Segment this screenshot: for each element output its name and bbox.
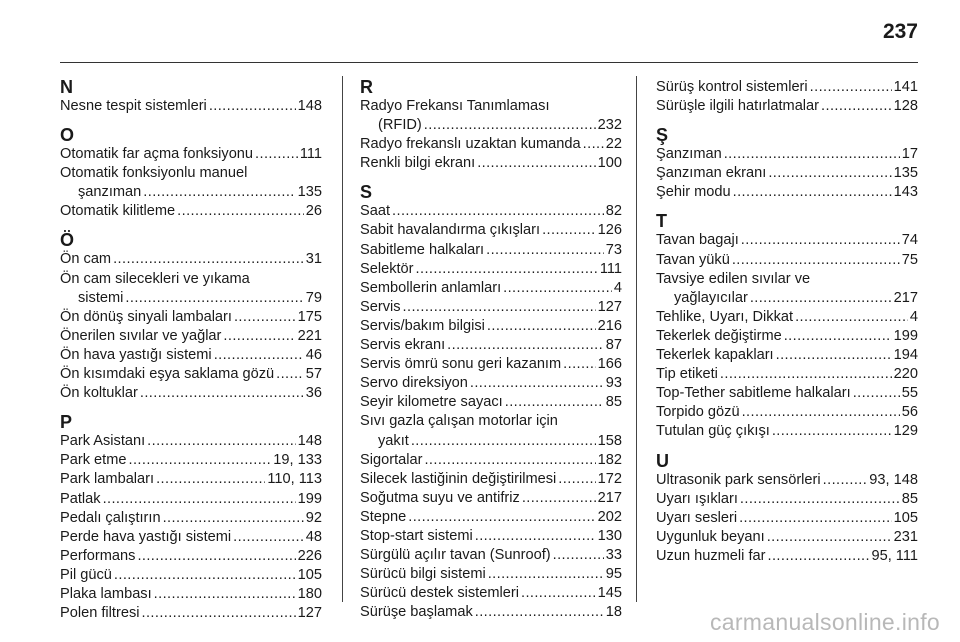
dot-leader: [411, 432, 596, 451]
index-entry-label: Uzun huzmeli far: [656, 547, 766, 564]
dot-leader: [276, 365, 304, 384]
index-column-3: [656, 78, 918, 566]
dot-leader: [739, 509, 892, 528]
dot-leader: [741, 231, 900, 250]
index-entry: [60, 250, 322, 269]
dot-leader: [795, 308, 908, 327]
index-entry-page: 105: [893, 509, 918, 526]
index-entry-page: 231: [893, 528, 918, 545]
index-entry: [656, 327, 918, 346]
index-entry-label: Ön cam silecekleri ve yıkama: [60, 270, 250, 287]
dot-leader: [233, 528, 304, 547]
index-entry: [656, 97, 918, 116]
index-entry-page: 130: [597, 527, 622, 544]
index-entry-page: 57: [305, 366, 322, 383]
index-entry: [360, 508, 622, 527]
dot-leader: [720, 365, 892, 384]
index-entry-page: 56: [901, 404, 918, 421]
index-entry-page: 19, 133: [273, 452, 322, 469]
index-column-2: [360, 78, 622, 622]
index-entry-page: 145: [597, 585, 622, 602]
index-entry-label: Uygunluk beyanı: [656, 528, 765, 545]
index-entry: [360, 202, 622, 221]
dot-leader: [583, 135, 604, 154]
index-entry-label: Şanzıman ekranı: [656, 165, 767, 182]
index-entry-label: Otomatik kilitleme: [60, 203, 176, 220]
index-entry: [360, 298, 622, 317]
dot-leader: [156, 470, 265, 489]
index-entry-page: 93, 148: [869, 471, 918, 488]
index-entry-page: 74: [901, 232, 918, 249]
dot-leader: [142, 604, 296, 623]
index-entry: [360, 355, 622, 374]
dot-leader: [163, 509, 304, 528]
index-entry-page: 73: [605, 241, 622, 258]
index-entry-label: Sürüş kontrol sistemleri: [656, 79, 808, 95]
dot-leader: [113, 250, 304, 269]
index-entry-label: Servis ekranı: [360, 337, 446, 354]
index-entry-page: 128: [893, 98, 918, 115]
index-entry-page: 111: [299, 146, 322, 163]
index-entry: [60, 451, 322, 470]
dot-leader: [140, 384, 304, 403]
index-entry-page: 220: [893, 366, 918, 383]
index-entry: [60, 566, 322, 585]
index-entry-label: Ön cam: [60, 251, 112, 268]
index-entry-page: 129: [893, 423, 918, 440]
index-entry: [656, 403, 918, 422]
dot-leader: [563, 355, 595, 374]
index-entry-page: 232: [597, 117, 622, 134]
index-entry-label: Performans: [60, 547, 136, 564]
index-section: [656, 452, 918, 566]
dot-leader: [558, 470, 595, 489]
index-entry: [360, 393, 622, 412]
index-entry-page: 217: [597, 489, 622, 506]
index-entry: [656, 471, 918, 490]
index-entry-label: Servis ömrü sonu geri kazanım: [360, 356, 562, 373]
index-entry-page: 127: [297, 605, 322, 622]
index-entry-page: 4: [909, 308, 918, 325]
dot-leader: [505, 393, 604, 412]
index-entry-label: Sürücü bilgi sistemi: [360, 566, 486, 583]
index-entry-page: 216: [597, 317, 622, 334]
index-entry-page: 158: [597, 432, 622, 449]
index-entry-page: 202: [597, 508, 622, 525]
dot-leader: [447, 336, 604, 355]
index-entry: [60, 346, 322, 365]
index-entry-page: 55: [901, 385, 918, 402]
index-entry-page: 135: [893, 165, 918, 182]
index-entry-page: 48: [305, 528, 322, 545]
index-entry-label: Şanzıman: [656, 146, 722, 163]
index-entry-label: Tip etiketi: [656, 366, 718, 383]
index-entry-page: 85: [901, 490, 918, 507]
index-entry-continuation: yakıt: [378, 432, 409, 449]
index-entry-label: Sürgülü açılır tavan (Sunroof): [360, 547, 551, 564]
index-entry-label: Tekerlek değiştirme: [656, 327, 782, 344]
index-entry-label: Sürüşe başlamak: [360, 604, 473, 621]
index-entry: [656, 251, 918, 270]
index-entry-page: 26: [305, 203, 322, 220]
index-entry-page: 17: [901, 146, 918, 163]
index-entry: [656, 164, 918, 183]
dot-leader: [475, 603, 604, 622]
index-entry-page: 143: [893, 184, 918, 201]
index-entry-label: Tutulan güç çıkışı: [656, 423, 770, 440]
index-entry-label: Park Asistanı: [60, 433, 146, 450]
index-entry-label: Park etme: [60, 452, 127, 469]
index-entry: [60, 384, 322, 403]
index-entry-page: 111: [599, 260, 622, 277]
column-divider: [636, 76, 637, 602]
index-entry: [360, 336, 622, 355]
index-entry-page: 172: [597, 470, 622, 487]
dot-leader: [424, 451, 595, 470]
index-entry: [60, 470, 322, 489]
index-entry: [656, 490, 918, 509]
dot-leader: [810, 78, 892, 97]
section-letter: T: [656, 211, 667, 232]
index-entry-label: Sabitleme halkaları: [360, 241, 485, 258]
index-section: [656, 126, 918, 202]
index-entry-page: 217: [893, 289, 918, 306]
index-entry: [656, 145, 918, 164]
index-entry-page: 36: [305, 385, 322, 402]
index-entry-page: 194: [893, 347, 918, 364]
index-entry: [60, 365, 322, 384]
index-entry-page: 22: [605, 136, 622, 153]
index-entry: [60, 289, 322, 308]
dot-leader: [503, 279, 612, 298]
index-entry-label: Stepne: [360, 508, 407, 525]
dot-leader: [768, 164, 891, 183]
index-entry-label: Nesne tespit sistemleri: [60, 98, 207, 114]
section-letter: Ö: [60, 230, 75, 251]
index-entry-page: 4: [613, 279, 622, 296]
index-entry-page: 110, 113: [267, 471, 322, 488]
index-section: [360, 183, 622, 622]
dot-leader: [403, 298, 596, 317]
index-entry: [656, 346, 918, 365]
index-entry: [360, 584, 622, 603]
index-entry-continuation: sistemi: [78, 289, 124, 306]
index-entry-label: Top-Tether sabitleme halkaları: [656, 385, 851, 402]
dot-leader: [137, 547, 295, 566]
index-entry-label: Plaka lambası: [60, 585, 152, 602]
index-entry: [360, 135, 622, 154]
page-number: 237: [882, 20, 918, 43]
index-column-1: [60, 78, 322, 623]
index-section: [60, 126, 322, 221]
index-entry-page: 82: [605, 203, 622, 220]
dot-leader: [522, 489, 596, 508]
index-entry-page: 100: [597, 155, 622, 172]
index-entry-continuation: (RFID): [378, 117, 422, 134]
index-entry-page: 18: [605, 604, 622, 621]
index-entry: [360, 489, 622, 508]
dot-leader: [154, 585, 296, 604]
index-entry: [656, 308, 918, 327]
dot-leader: [823, 471, 868, 490]
index-entry-page: 105: [297, 566, 322, 583]
index-entry: [656, 547, 918, 566]
section-letter: R: [360, 77, 373, 97]
index-entry-label: Sabit havalandırma çıkışları: [360, 222, 541, 239]
index-entry-label: Ultrasonik park sensörleri: [656, 471, 821, 488]
index-entry-label: Tavan bagajı: [656, 232, 739, 249]
index-entry-label: Pil gücü: [60, 566, 112, 583]
index-section: [60, 413, 322, 623]
index-entry-label: Perde hava yastığı sistemi: [60, 528, 232, 545]
index-entry-label: Şehir modu: [656, 184, 731, 201]
index-entry-label: Servis: [360, 298, 401, 315]
dot-leader: [177, 202, 304, 221]
section-letter: S: [360, 182, 373, 203]
index-entry-page: 226: [297, 547, 322, 564]
dot-leader: [724, 145, 900, 164]
watermark: carmanualsonline.info: [709, 609, 940, 635]
index-entry: [60, 202, 322, 221]
index-entry: [656, 231, 918, 250]
index-entry: [360, 470, 622, 489]
index-entry-label: Ön hava yastığı sistemi: [60, 346, 212, 363]
index-entry-label: Saat: [360, 203, 391, 220]
index-entry: [360, 565, 622, 584]
section-letter: Ş: [656, 125, 669, 146]
dot-leader: [521, 584, 596, 603]
index-entry: [60, 183, 322, 202]
index-entry: [360, 451, 622, 470]
dot-leader: [821, 97, 892, 116]
index-entry: [360, 603, 622, 622]
dot-leader: [392, 202, 604, 221]
index-entry: [60, 308, 322, 327]
section-letter: U: [656, 450, 669, 471]
dot-leader: [408, 508, 595, 527]
index-entry-page: 93: [605, 375, 622, 392]
dot-leader: [223, 327, 295, 346]
index-entry: [60, 490, 322, 509]
index-entry-label: Önerilen sıvılar ve yağlar: [60, 327, 222, 344]
index-entry: [60, 97, 322, 116]
index-entry-label: Stop-start sistemi: [360, 527, 473, 544]
section-letter: O: [60, 125, 75, 146]
index-entry-label: Silecek lastiğinin değiştirilmesi: [360, 470, 557, 487]
column-divider: [342, 76, 343, 602]
dot-leader: [767, 528, 892, 547]
dot-leader: [114, 566, 296, 585]
index-entry-label: Tavan yükü: [656, 251, 730, 268]
index-entry: [656, 78, 918, 97]
index-entry-page: 87: [605, 337, 622, 354]
dot-leader: [147, 432, 295, 451]
index-entry-page: 79: [305, 289, 322, 306]
index-entry-page: 127: [597, 298, 622, 315]
index-entry-label: Seyir kilometre sayacı: [360, 394, 503, 411]
index-entry-continuation: yağlayıcılar: [674, 289, 748, 306]
index-entry-label: Selektör: [360, 260, 414, 277]
index-entry-label: Sürücü destek sistemleri: [360, 585, 519, 602]
index-entry-page: 175: [297, 308, 322, 325]
index-entry-label: Sıvı gazla çalışan motorlar için: [360, 413, 558, 430]
index-entry: [360, 260, 622, 279]
dot-leader: [487, 317, 596, 336]
dot-leader: [129, 451, 272, 470]
index-entry-page: 166: [597, 356, 622, 373]
index-entry: [656, 183, 918, 202]
dot-leader: [416, 260, 598, 279]
dot-leader: [733, 183, 892, 202]
index-entry-label: Sigortalar: [360, 451, 423, 468]
index-entry-label: Pedalı çalıştırın: [60, 509, 161, 526]
index-entry-label: Patlak: [60, 490, 101, 507]
index-entry: [360, 241, 622, 260]
section-letter: P: [60, 412, 73, 433]
index-entry: [656, 365, 918, 384]
index-entry-page: 92: [305, 509, 322, 526]
index-entry-label: Park lambaları: [60, 471, 155, 488]
index-section: [60, 231, 322, 403]
dot-leader: [209, 97, 296, 116]
section-letter: N: [60, 77, 73, 97]
dot-leader: [486, 241, 604, 260]
index-entry-label: Uyarı ışıkları: [656, 490, 738, 507]
dot-leader: [853, 384, 900, 403]
dot-leader: [424, 116, 596, 135]
index-entry: [360, 279, 622, 298]
index-entry-page: 95, 111: [871, 547, 918, 564]
index-entry-label: Sembollerin anlamları: [360, 279, 502, 296]
index-entry: [60, 509, 322, 528]
index-entry: [60, 145, 322, 164]
index-entry-label: Otomatik far açma fonksiyonu: [60, 146, 254, 163]
index-entry: [656, 289, 918, 308]
index-entry: [60, 585, 322, 604]
index-entry: [656, 509, 918, 528]
index-entry-label: Servo direksiyon: [360, 375, 468, 392]
index-entry: [360, 374, 622, 393]
dot-leader: [475, 527, 596, 546]
index-entry-page: 135: [297, 184, 322, 201]
index-entry: [360, 116, 622, 135]
index-entry-page: 85: [605, 394, 622, 411]
dot-leader: [542, 221, 596, 240]
index-entry-page: 180: [297, 585, 322, 602]
index-entry-label: Otomatik fonksiyonlu manuel: [60, 165, 248, 182]
index-entry-label: Renkli bilgi ekranı: [360, 155, 476, 172]
index-entry: [360, 221, 622, 240]
index-entry-label: Tekerlek kapakları: [656, 347, 774, 364]
index-entry-label: Sürüşle ilgili hatırlatmalar: [656, 98, 820, 115]
dot-leader: [553, 546, 604, 565]
index-entry-page: 221: [297, 327, 322, 344]
index-entry-page: 75: [901, 251, 918, 268]
dot-leader: [732, 251, 900, 270]
index-entry: [60, 547, 322, 566]
dot-leader: [776, 346, 892, 365]
index-entry-label: Servis/bakım bilgisi: [360, 317, 485, 334]
index-entry-page: 126: [597, 222, 622, 239]
index-entry-label: Tehlike, Uyarı, Dikkat: [656, 308, 794, 325]
index-entry-label: Torpido gözü: [656, 404, 740, 421]
dot-leader: [772, 422, 892, 441]
dot-leader: [742, 403, 900, 422]
index-entry-page: 95: [605, 566, 622, 583]
index-entry-page: 148: [297, 433, 322, 450]
index-section: [360, 78, 622, 173]
index-entry: [360, 527, 622, 546]
index-entry: [60, 528, 322, 547]
index-entry-page: 199: [893, 327, 918, 344]
dot-leader: [740, 490, 900, 509]
dot-leader: [768, 547, 870, 566]
index-entry-label: Soğutma suyu ve antifriz: [360, 489, 520, 506]
dot-leader: [255, 145, 298, 164]
index-entry: [60, 432, 322, 451]
header-rule: [60, 62, 918, 63]
index-entry: [60, 604, 322, 623]
index-entry-continuation: şanzıman: [78, 184, 142, 201]
index-entry-label: Ön dönüş sinyali lambaları: [60, 308, 232, 325]
index-entry-label: Radyo Frekansı Tanımlaması: [360, 98, 550, 114]
index-entry-label: Polen filtresi: [60, 605, 140, 622]
index-section: [656, 78, 918, 116]
index-entry: [360, 432, 622, 451]
index-entry-label: Tavsiye edilen sıvılar ve: [656, 270, 811, 287]
index-entry-label: Ön koltuklar: [60, 385, 138, 402]
dot-leader: [214, 346, 304, 365]
dot-leader: [234, 308, 296, 327]
index-entry: [360, 154, 622, 173]
index-entry-page: 31: [305, 251, 322, 268]
index-entry: [656, 528, 918, 547]
index-section: [60, 78, 322, 116]
index-entry-page: 182: [597, 451, 622, 468]
index-entry: [60, 327, 322, 346]
dot-leader: [125, 289, 303, 308]
index-entry: [360, 317, 622, 336]
index-entry-label: Uyarı sesleri: [656, 509, 738, 526]
index-entry-page: 199: [297, 490, 322, 507]
index-entry-page: 141: [893, 79, 918, 95]
index-entry: [360, 546, 622, 565]
dot-leader: [470, 374, 604, 393]
dot-leader: [143, 183, 295, 202]
dot-leader: [488, 565, 604, 584]
index-section: [656, 212, 918, 441]
index-entry: [656, 422, 918, 441]
index-entry-page: 148: [297, 98, 322, 114]
index-entry-page: 46: [305, 346, 322, 363]
dot-leader: [103, 490, 296, 509]
index-entry: [656, 384, 918, 403]
dot-leader: [477, 154, 595, 173]
index-entry-page: 33: [605, 547, 622, 564]
dot-leader: [750, 289, 892, 308]
index-entry-label: Radyo frekanslı uzaktan kumanda: [360, 136, 581, 153]
dot-leader: [784, 327, 892, 346]
index-entry-label: Ön kısımdaki eşya saklama gözü: [60, 366, 275, 383]
